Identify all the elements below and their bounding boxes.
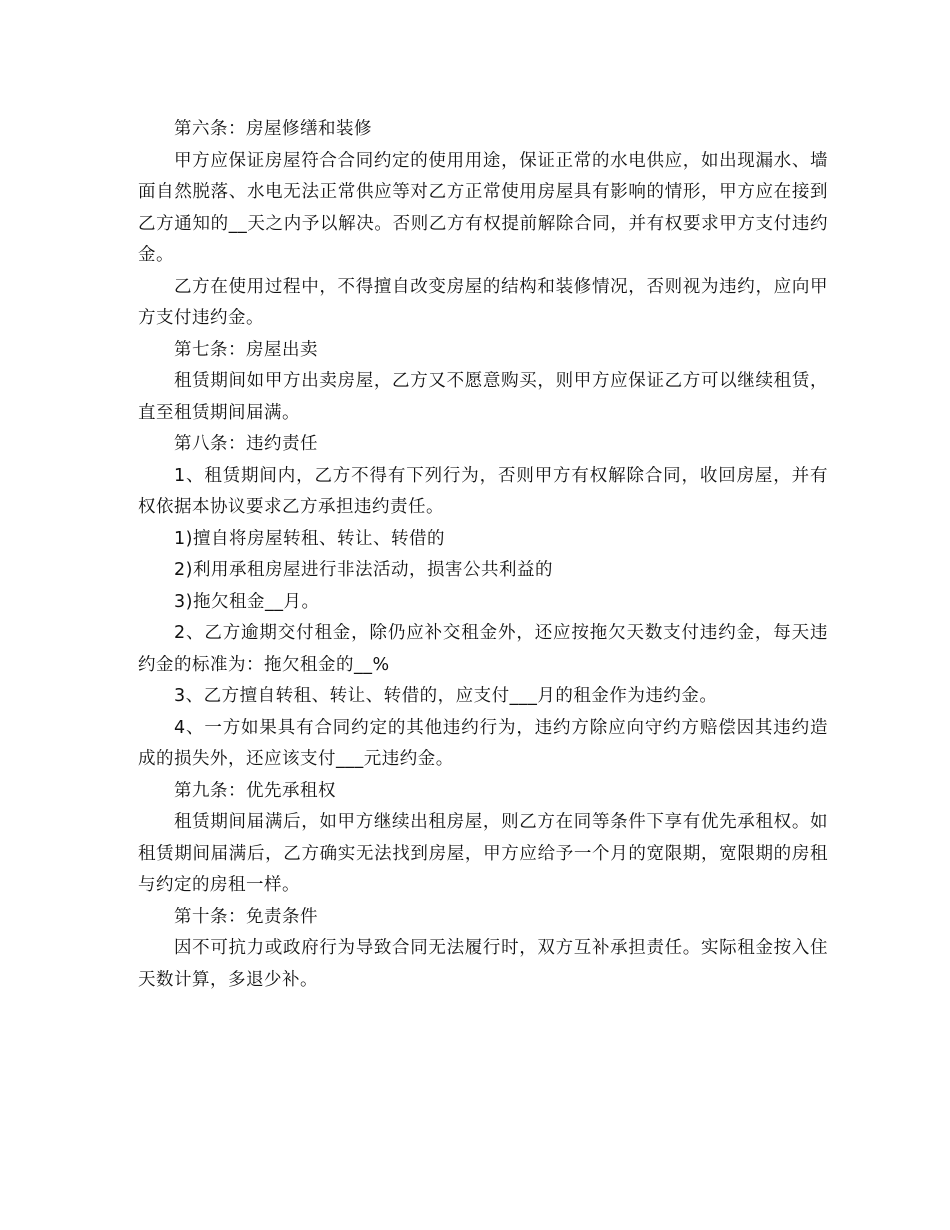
article-8-item-1: 1)擅自将房屋转租、转让、转借的	[174, 528, 445, 549]
article-9-heading: 第九条：优先承租权	[174, 780, 336, 801]
article-7-heading: 第七条：房屋出卖	[174, 339, 318, 360]
article-6-paragraph-1: 甲方应保证房屋符合合同约定的使用用途，保证正常的水电供应，如出现漏水、墙面自然脱落、水电无法正常供应等对乙方正常使用房屋具有影响的情形，甲方应在接到乙方通知的__天之内予以解决。否则乙方有权提前解除合同，并有权要求甲方支付违约金。	[138, 150, 828, 265]
article-6-paragraph-2: 乙方在使用过程中，不得擅自改变房屋的结构和装修情况，否则视为违约，应向甲方支付违约金。	[138, 276, 828, 328]
article-8-clause-2: 2、乙方逾期交付租金，除仍应补交租金外，还应按拖欠天数支付违约金，每天违约金的标准为：拖欠租金的__%	[138, 623, 828, 675]
article-6-heading: 第六条：房屋修缮和装修	[174, 119, 372, 139]
article-8-heading: 第八条：违约责任	[174, 434, 318, 454]
article-8-item-2: 2)利用承租房屋进行非法活动，损害公共利益的	[174, 560, 553, 580]
article-7-paragraph-1: 租赁期间如甲方出卖房屋，乙方又不愿意购买，则甲方应保证乙方可以继续租赁，直至租赁期间届满。	[138, 371, 828, 423]
article-9-paragraph-1: 租赁期间届满后，如甲方继续出租房屋，则乙方在同等条件下享有优先承租权。如租赁期间届满后，乙方确实无法找到房屋，甲方应给予一个月的宽限期，宽限期的房租与约定的房租一样。	[138, 812, 828, 895]
article-10-heading: 第十条：免责条件	[174, 906, 318, 927]
article-8-clause-4: 4、一方如果具有合同约定的其他违约行为，违约方除应向守约方赔偿因其违约造成的损失外，还应该支付___元违约金。	[138, 717, 828, 769]
article-8-item-3: 3)拖欠租金__月。	[174, 591, 320, 612]
article-10-paragraph-1: 因不可抗力或政府行为导致合同无法履行时，双方互补承担责任。实际租金按入住天数计算，多退少补。	[138, 938, 828, 990]
article-8-clause-3: 3、乙方擅自转租、转让、转借的，应支付___月的租金作为违约金。	[174, 686, 718, 706]
article-8-clause-1: 1、租赁期间内，乙方不得有下列行为，否则甲方有权解除合同，收回房屋，并有权依据本协议要求乙方承担违约责任。	[138, 465, 828, 517]
document-body	[138, 114, 828, 996]
